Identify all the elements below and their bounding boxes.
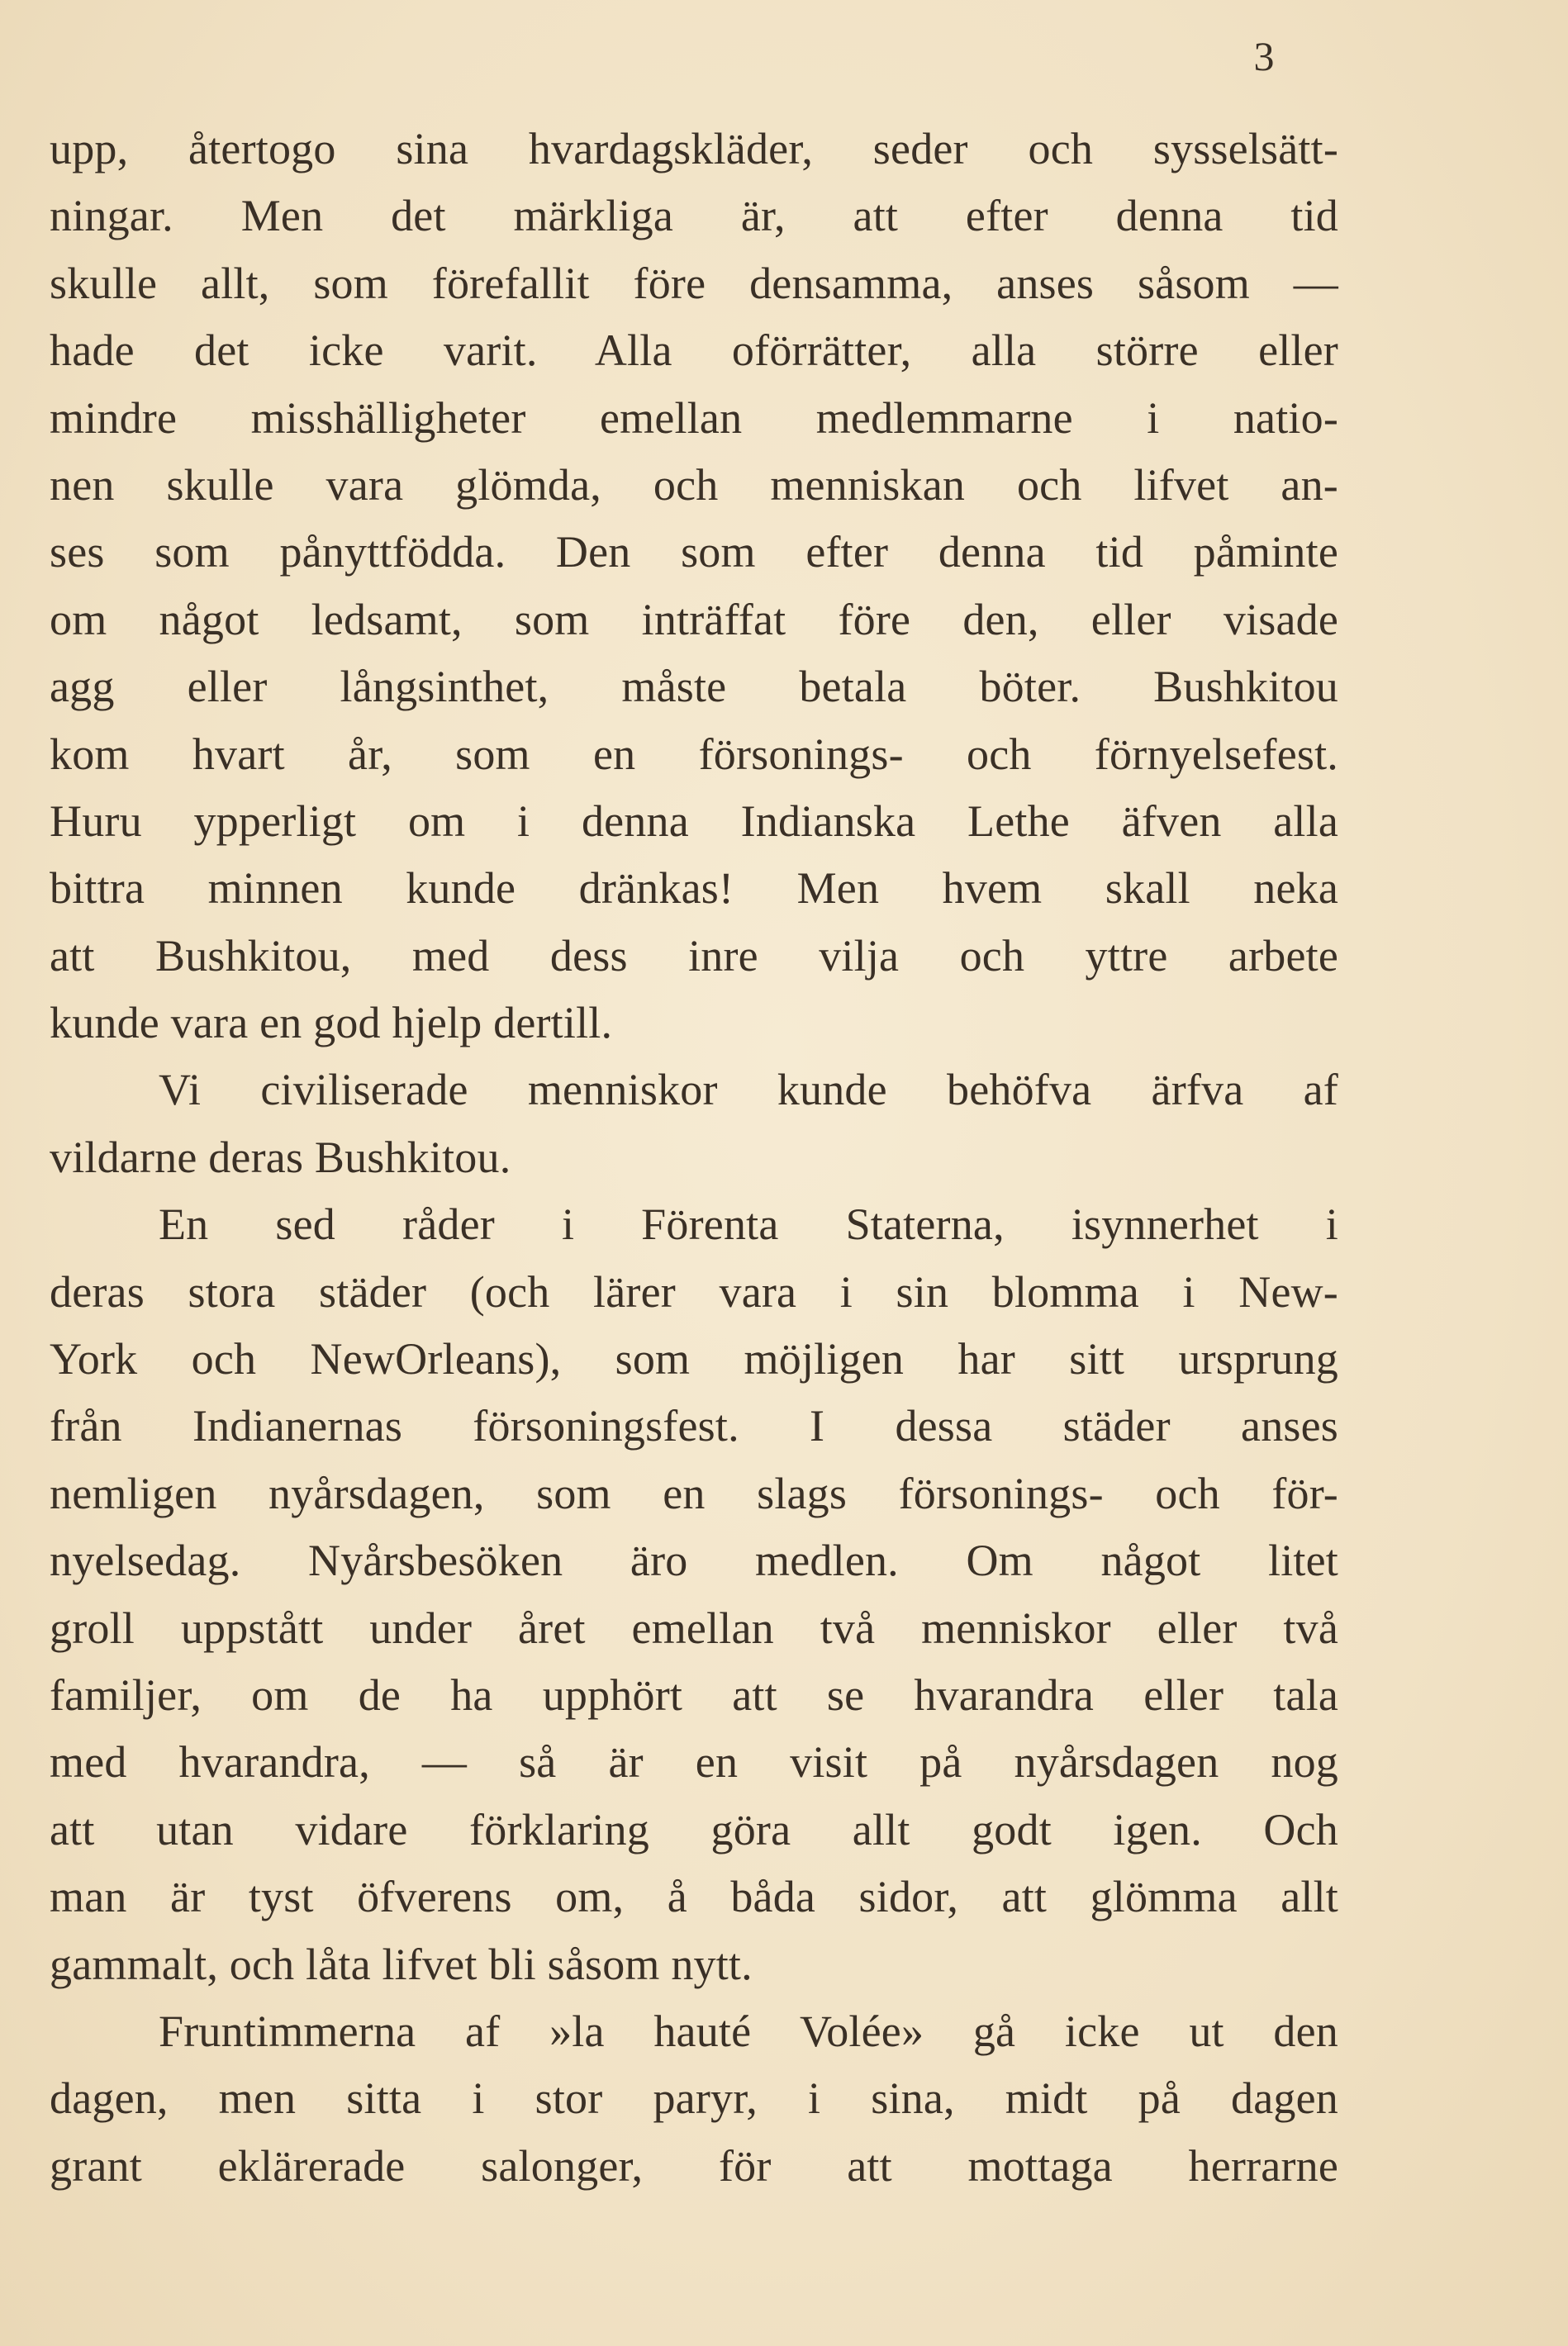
text-line: med hvarandra, — så är en visit på nyårsdagen nog <box>50 1737 1338 1788</box>
text-line: mindre misshälligheter emellan medlemmarne i natio- <box>50 392 1338 443</box>
page-number: 3 <box>1253 33 1275 79</box>
text-line: York och NewOrleans), som möjligen har sitt ursprung <box>50 1334 1338 1384</box>
text-line: att utan vidare förklaring göra allt godt igen. Och <box>50 1804 1338 1854</box>
text-line: Vi civiliserade menniskor kunde behöfva ärfva af <box>159 1065 1338 1115</box>
text-line: att Bushkitou, med dess inre vilja och yttre arbete <box>50 930 1338 981</box>
text-line: bittra minnen kunde dränkas! Men hvem skall neka <box>50 863 1338 914</box>
text-line: gammalt, och låta lifvet bli såsom nytt. <box>50 1939 753 1989</box>
text-line: Fruntimmerna af »la hauté Volée» gå icke ut den <box>159 2006 1338 2056</box>
text-line: skulle allt, som förefallit före densamma, anses såsom — <box>50 258 1338 308</box>
text-line: nemligen nyårsdagen, som en slags försonings- och för- <box>50 1468 1338 1518</box>
body-text <box>50 116 1338 2200</box>
text-line: från Indianernas försoningsfest. I dessa städer anses <box>50 1401 1338 1451</box>
text-line: ningar. Men det märkliga är, att efter denna tid <box>50 191 1338 241</box>
text-line: om något ledsamt, som inträffat före den, eller visade <box>50 594 1338 644</box>
text-line: Huru ypperligt om i denna Indianska Lethe äfven alla <box>50 795 1338 846</box>
text-line: groll uppstått under året emellan två menniskor eller två <box>50 1603 1338 1653</box>
text-line: kom hvart år, som en försonings- och förnyelsefest. <box>50 729 1338 779</box>
text-line: grant eklärerade salonger, för att mottaga herrarne <box>50 2140 1338 2191</box>
text-line: En sed råder i Förenta Staterna, isynnerhet i <box>159 1199 1338 1250</box>
text-line: dagen, men sitta i stor paryr, i sina, midt på dagen <box>50 2073 1338 2124</box>
text-line: hade det icke varit. Alla oförrätter, alla större eller <box>50 325 1338 376</box>
text-line: man är tyst öfverens om, å båda sidor, att glömma allt <box>50 1872 1338 1922</box>
text-line: nen skulle vara glömda, och menniskan och lifvet an- <box>50 459 1338 510</box>
text-line: agg eller långsinthet, måste betala böter. Bushkitou <box>50 662 1338 712</box>
text-line: kunde vara en god hjelp dertill. <box>50 998 613 1048</box>
text-line: deras stora städer (och lärer vara i sin blomma i New- <box>50 1266 1338 1317</box>
text-line: ses som pånyttfödda. Den som efter denna tid påminte <box>50 527 1338 577</box>
text-line: familjer, om de ha upphört att se hvarandra eller tala <box>50 1669 1338 1720</box>
text-line: upp, återtogo sina hvardagskläder, seder och sysselsätt- <box>50 124 1338 173</box>
text-line: nyelsedag. Nyårsbesöken äro medlen. Om något litet <box>50 1536 1338 1586</box>
text-line: vildarne deras Bushkitou. <box>50 1132 511 1182</box>
